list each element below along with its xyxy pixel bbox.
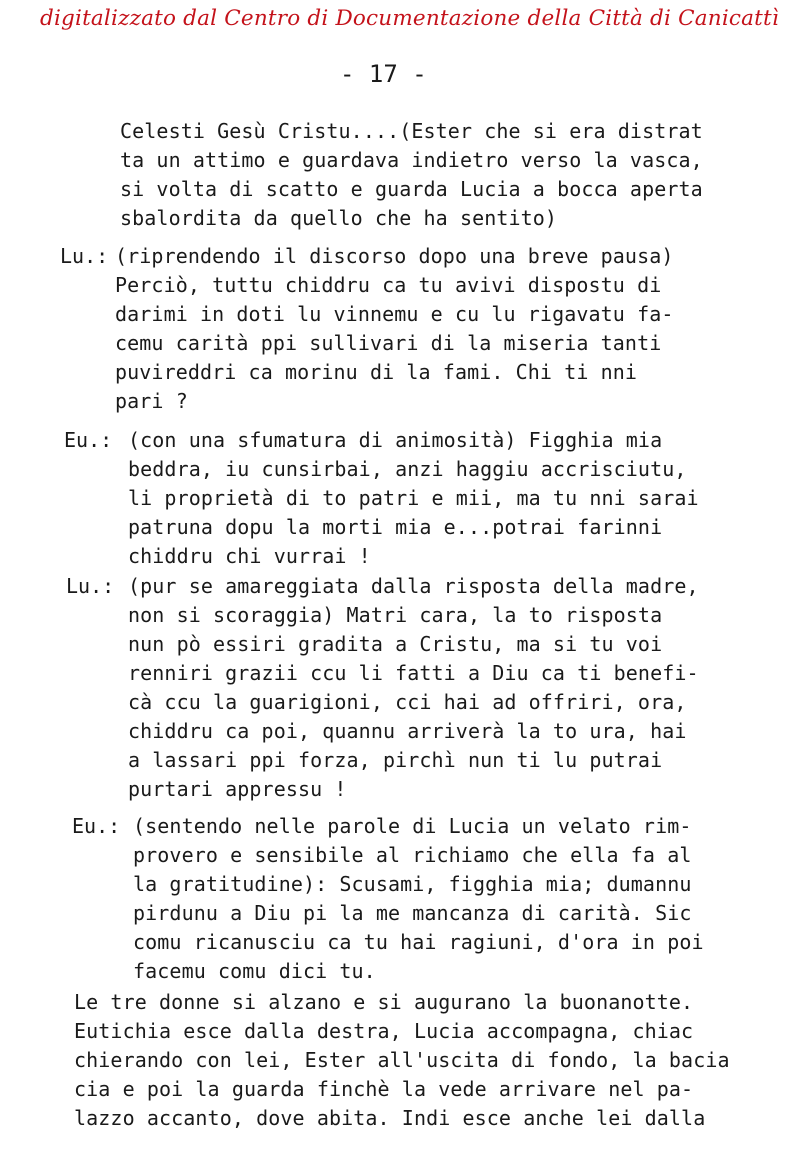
dialogue-lucia-2 <box>128 571 778 811</box>
text-line: comu ricanusciu ca tu hai ragiuni, d'ora in poi <box>133 930 704 954</box>
text-line: a lassari ppi forza, pirchì nun ti lu putrai <box>128 748 663 772</box>
text-line: chiddru chi vurrai ! <box>128 544 371 568</box>
dialogue-eutichia-1 <box>128 425 778 575</box>
text-line: ta un attimo e guardava indietro verso la vasca, <box>120 148 703 172</box>
text-line: cà ccu la guarigioni, cci hai ad offriri, ora, <box>128 690 687 714</box>
text-line: Le tre donne si alzano e si augurano la buonanotte. <box>74 990 694 1014</box>
dialogue-eutichia-2 <box>133 811 783 991</box>
text-line: (pur se amareggiata dalla risposta della madre, <box>128 574 699 598</box>
text-line: chiddru ca poi, quannu arriverà la to ura, hai <box>128 719 687 743</box>
text-line: purtari appressu ! <box>128 777 347 801</box>
speaker-label: Lu.: <box>60 244 109 268</box>
text-line: nun pò essiri gradita a Cristu, ma si tu voi <box>128 632 663 656</box>
speaker-label: Lu.: <box>66 574 115 598</box>
text-line: pirdunu a Diu pi la me mancanza di carità. Sic <box>133 901 692 925</box>
text-line: cia e poi la guarda finchè la vede arrivare nel pa- <box>74 1077 694 1101</box>
text-line: Perciò, tuttu chiddru ca tu avivi dispostu di <box>115 273 662 297</box>
speaker-label: Eu.: <box>72 814 121 838</box>
text-line: si volta di scatto e guarda Lucia a bocca aperta <box>120 177 703 201</box>
text-line: Celesti Gesù Cristu....(Ester che si era distrat <box>120 119 703 143</box>
dialogue-lucia-1 <box>115 241 775 421</box>
text-line: sbalordita da quello che ha sentito) <box>120 206 558 230</box>
text-line: beddra, iu cunsirbai, anzi haggiu accrisciutu, <box>128 457 687 481</box>
text-line: renniri grazii ccu li fatti a Diu ca ti benefi- <box>128 661 699 685</box>
text-line: (sentendo nelle parole di Lucia un velato rim- <box>133 814 692 838</box>
text-line: patruna dopu la morti mia e...potrai farinni <box>128 515 663 539</box>
text-line: Eutichia esce dalla destra, Lucia accompagna, chiac <box>74 1019 694 1043</box>
text-line: provero e sensibile al richiamo che ella fa al <box>133 843 692 867</box>
text-line: cemu carità ppi sullivari di la miseria tanti <box>115 331 662 355</box>
digitization-watermark: digitalizzato dal Centro di Documentazione della Città di Canicattì <box>40 6 779 31</box>
text-line: lazzo accanto, dove abita. Indi esce anche lei dalla <box>74 1106 706 1130</box>
text-line: (riprendendo il discorso dopo una breve pausa) <box>115 244 674 268</box>
text-line: li proprietà di to patri e mii, ma tu nni sarai <box>128 486 699 510</box>
text-line: chierando con lei, Ester all'uscita di fondo, la bacia <box>74 1048 730 1072</box>
paragraph-stage-direction-intro <box>120 116 770 236</box>
text-line: pari ? <box>115 389 188 413</box>
text-line: facemu comu dici tu. <box>133 959 376 983</box>
speaker-label: Eu.: <box>64 428 113 452</box>
page-number: - 17 - <box>340 60 427 88</box>
text-line: puvireddri ca morinu di la fami. Chi ti nni <box>115 360 638 384</box>
text-line: non si scoraggia) Matri cara, la to risposta <box>128 603 663 627</box>
paragraph-stage-direction-closing <box>74 987 784 1147</box>
text-line: la gratitudine): Scusami, figghia mia; dumannu <box>133 872 692 896</box>
text-line: darimi in doti lu vinnemu e cu lu rigavatu fa- <box>115 302 674 326</box>
text-line: (con una sfumatura di animosità) Figghia mia <box>128 428 663 452</box>
